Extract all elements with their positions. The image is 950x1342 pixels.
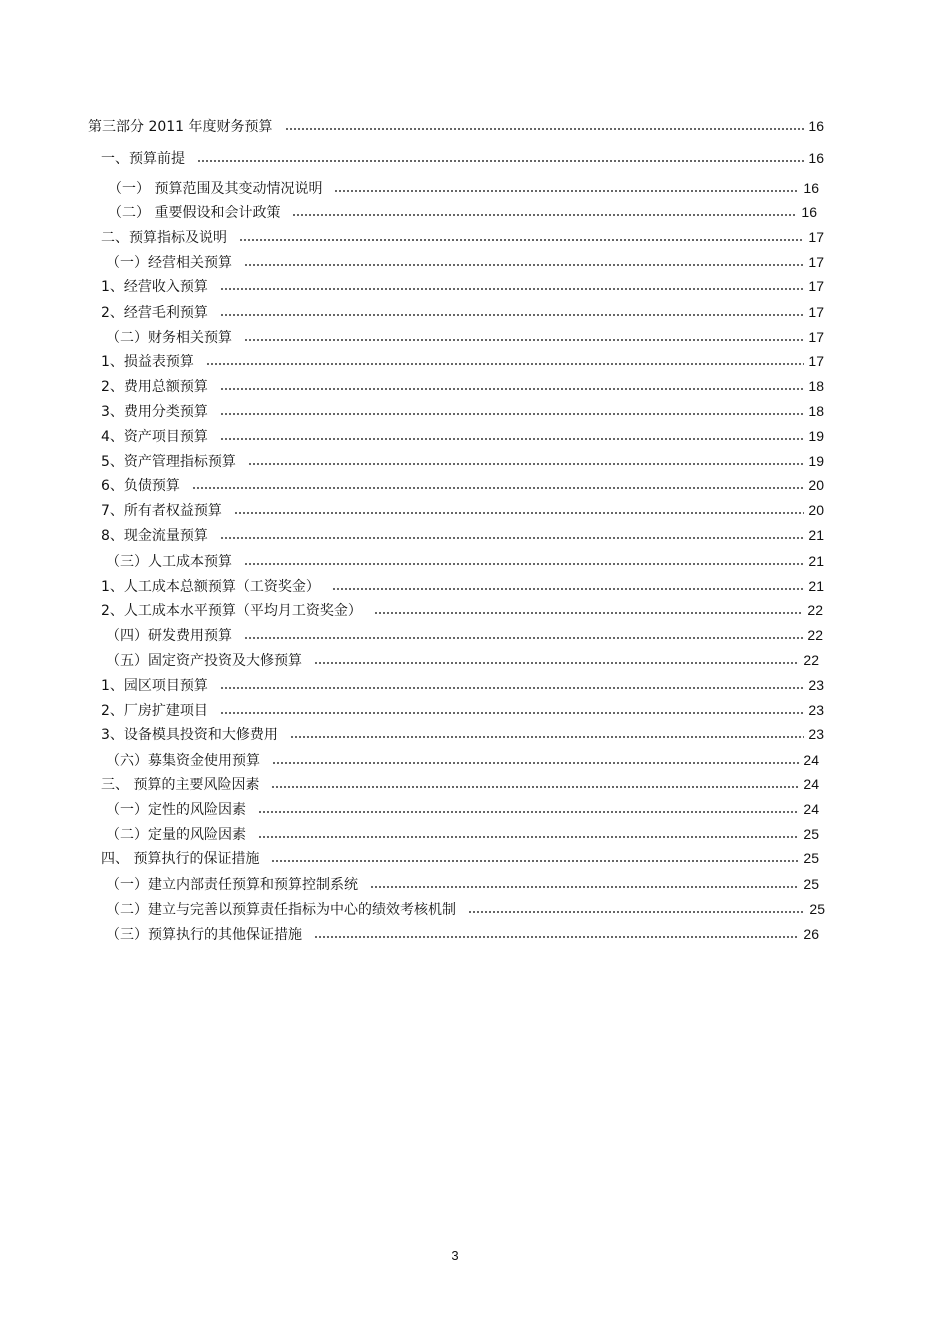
toc-line[interactable] [106,823,819,845]
toc-line-label: 3、设备模具投资和大修费用 [101,727,278,743]
toc-line[interactable] [101,674,824,696]
toc-line[interactable] [101,773,819,795]
toc-line-page: 22 [807,627,823,643]
toc-line-page: 17 [808,229,824,245]
toc-line[interactable] [106,749,819,771]
toc-line-label: （二）定量的风险因素 [106,827,246,843]
toc-leader-dots [197,147,804,169]
toc-line-page: 24 [803,752,819,768]
toc-line-label: 2、人工成本水平预算（平均月工资奖金） [101,603,362,619]
toc-leader-dots [248,450,805,472]
toc-line-page: 23 [808,677,824,693]
toc-line-label: （三）预算执行的其他保证措施 [106,927,302,943]
toc-line[interactable] [101,524,824,546]
toc-line-label: （五）固定资产投资及大修预算 [106,653,302,669]
toc-line[interactable] [106,251,824,273]
toc-line-label: （三）人工成本预算 [106,554,232,570]
toc-line-label: 第三部分 2011 年度财务预算 [88,119,273,135]
toc-line-label: （一） 预算范围及其变动情况说明 [108,181,323,197]
toc-line[interactable] [101,350,824,372]
toc-line-page: 20 [808,477,824,493]
toc-line[interactable] [101,400,824,422]
toc-line-label: 2、费用总额预算 [101,379,208,395]
toc-line-label: 2、经营毛利预算 [101,305,208,321]
toc-leader-dots [370,873,799,895]
toc-line-page: 25 [803,876,819,892]
toc-line-label: 4、资产项目预算 [101,429,208,445]
toc-line[interactable] [101,425,824,447]
toc-line-label: （二） 重要假设和会计政策 [108,205,281,221]
toc-line[interactable] [101,723,824,745]
toc-line-page: 25 [803,850,819,866]
toc-line-page: 20 [808,502,824,518]
toc-line-page: 23 [808,702,824,718]
toc-leader-dots [220,524,805,546]
toc-leader-dots [468,898,805,920]
toc-line-label: 一、预算前提 [101,151,185,167]
toc-leader-dots [271,773,799,795]
toc-line-label: 1、人工成本总额预算（工资奖金） [101,579,320,595]
toc-line-page: 18 [808,378,824,394]
toc-line-page: 19 [808,453,824,469]
toc-line-page: 23 [808,726,824,742]
toc-line-page: 16 [808,150,824,166]
toc-leader-dots [292,201,797,223]
toc-line-page: 25 [809,901,825,917]
toc-line[interactable] [106,624,823,646]
toc-leader-dots [374,599,804,621]
toc-leader-dots [220,375,805,397]
toc-line[interactable] [88,115,824,137]
toc-leader-dots [258,823,799,845]
toc-line[interactable] [106,649,819,671]
toc-leader-dots [220,425,805,447]
toc-line[interactable] [108,177,819,199]
toc-leader-dots [220,699,805,721]
toc-line-label: 8、现金流量预算 [101,528,208,544]
toc-line[interactable] [106,898,825,920]
toc-line-label: （一）经营相关预算 [106,255,232,271]
toc-line-label: （六）募集资金使用预算 [106,753,260,769]
toc-leader-dots [244,326,804,348]
toc-line-page: 22 [807,602,823,618]
toc-line-label: 3、费用分类预算 [101,404,208,420]
toc-line[interactable] [101,275,824,297]
toc-line-page: 17 [808,353,824,369]
toc-line[interactable] [101,847,819,869]
toc-line-label: 6、负债预算 [101,478,180,494]
toc-leader-dots [244,550,804,572]
toc-line-page: 17 [808,254,824,270]
toc-line-page: 16 [801,204,817,220]
toc-leader-dots [244,624,803,646]
toc-leader-dots [239,226,804,248]
toc-line[interactable] [108,201,817,223]
toc-leader-dots [285,115,805,137]
toc-line-label: （一）定性的风险因素 [106,802,246,818]
toc-line-page: 19 [808,428,824,444]
toc-line[interactable] [101,375,824,397]
toc-leader-dots [234,499,805,521]
toc-line-page: 21 [808,553,824,569]
toc-line[interactable] [106,923,819,945]
toc-leader-dots [271,847,799,869]
toc-line[interactable] [101,474,824,496]
toc-line-label: 1、损益表预算 [101,354,194,370]
toc-line-label: 1、园区项目预算 [101,678,208,694]
toc-line-label: 5、资产管理指标预算 [101,454,236,470]
toc-line[interactable] [101,301,824,323]
toc-line-page: 17 [808,278,824,294]
toc-line-page: 16 [803,180,819,196]
toc-line-label: 7、所有者权益预算 [101,503,222,519]
toc-line[interactable] [101,575,824,597]
toc-leader-dots [220,301,805,323]
toc-leader-dots [314,923,799,945]
toc-line[interactable] [101,147,824,169]
toc-line[interactable] [106,873,819,895]
toc-line-page: 26 [803,926,819,942]
toc-leader-dots [220,275,805,297]
toc-line-label: （二）建立与完善以预算责任指标为中心的绩效考核机制 [106,902,456,918]
toc-line-label: 2、厂房扩建项目 [101,703,208,719]
toc-line-page: 18 [808,403,824,419]
toc-line[interactable] [101,699,824,721]
toc-line-label: （四）研发费用预算 [106,628,232,644]
toc-leader-dots [206,350,805,372]
toc-line-label: 四、 预算执行的保证措施 [101,851,260,867]
toc-line[interactable] [101,450,824,472]
toc-line-page: 24 [803,776,819,792]
toc-line[interactable] [106,798,819,820]
toc-leader-dots [332,575,805,597]
toc-leader-dots [314,649,799,671]
toc-line-label: （一）建立内部责任预算和预算控制系统 [106,877,358,893]
toc-line-page: 21 [808,578,824,594]
toc-line-label: （二）财务相关预算 [106,330,232,346]
toc-line-label: 1、经营收入预算 [101,279,208,295]
toc-line-label: 三、 预算的主要风险因素 [101,777,260,793]
toc-leader-dots [244,251,804,273]
toc-line[interactable] [106,550,824,572]
toc-line[interactable] [101,599,823,621]
toc-line-page: 24 [803,801,819,817]
toc-leader-dots [334,177,799,199]
toc-line-page: 25 [803,826,819,842]
toc-leader-dots [272,749,799,771]
toc-line-page: 21 [808,527,824,543]
toc-line[interactable] [101,226,824,248]
toc-leader-dots [258,798,799,820]
toc-line[interactable] [106,326,824,348]
toc-line-page: 17 [808,304,824,320]
toc-line-page: 22 [803,652,819,668]
toc-line-label: 二、预算指标及说明 [101,230,227,246]
toc-line[interactable] [101,499,824,521]
toc-line-page: 16 [808,118,824,134]
toc-line-page: 17 [808,329,824,345]
toc-leader-dots [290,723,805,745]
page-number: 3 [451,1248,459,1263]
toc-leader-dots [192,474,805,496]
toc-leader-dots [220,674,805,696]
toc-leader-dots [220,400,805,422]
